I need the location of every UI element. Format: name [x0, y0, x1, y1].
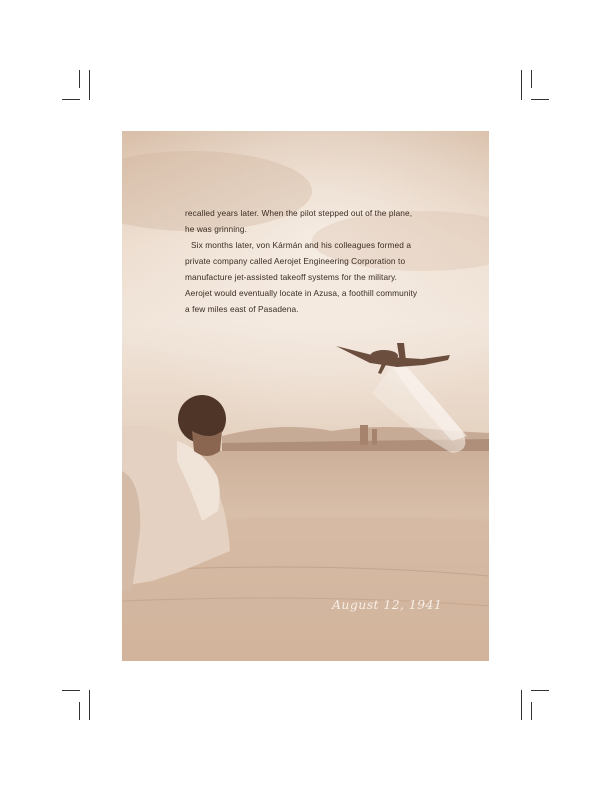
text-line: private company called Aerojet Engineering Corporation to [185, 256, 406, 266]
crop-mark-top-left-v2 [89, 70, 90, 100]
text-line: recalled years later. When the pilot stepped out of the plane, [185, 208, 413, 218]
crop-mark-bottom-right-h [531, 690, 549, 691]
crop-mark-top-right-v2 [531, 70, 532, 88]
crop-mark-top-left-v [79, 70, 80, 88]
crop-mark-bottom-right-v [521, 690, 522, 720]
photo-date-caption: August 12, 1941 [332, 597, 443, 612]
text-line: Six months later, von Kármán and his colleagues formed a [191, 240, 412, 250]
text-line: manufacture jet-assisted takeoff systems for the military. [185, 272, 398, 282]
text-line: Aerojet would eventually locate in Azusa, a foothill community [185, 288, 418, 298]
crop-mark-top-right-v [521, 70, 522, 100]
crop-mark-top-left-h [62, 99, 80, 100]
body-text-block [185, 205, 455, 317]
crop-mark-top-right-h [531, 99, 549, 100]
crop-mark-bottom-right-v2 [531, 702, 532, 720]
crop-mark-bottom-left-h [62, 690, 80, 691]
crop-mark-bottom-left-v2 [89, 690, 90, 720]
text-line: he was grinning. [185, 224, 248, 234]
text-line: a few miles east of Pasadena. [185, 304, 299, 314]
crop-mark-bottom-left-v [79, 702, 80, 720]
